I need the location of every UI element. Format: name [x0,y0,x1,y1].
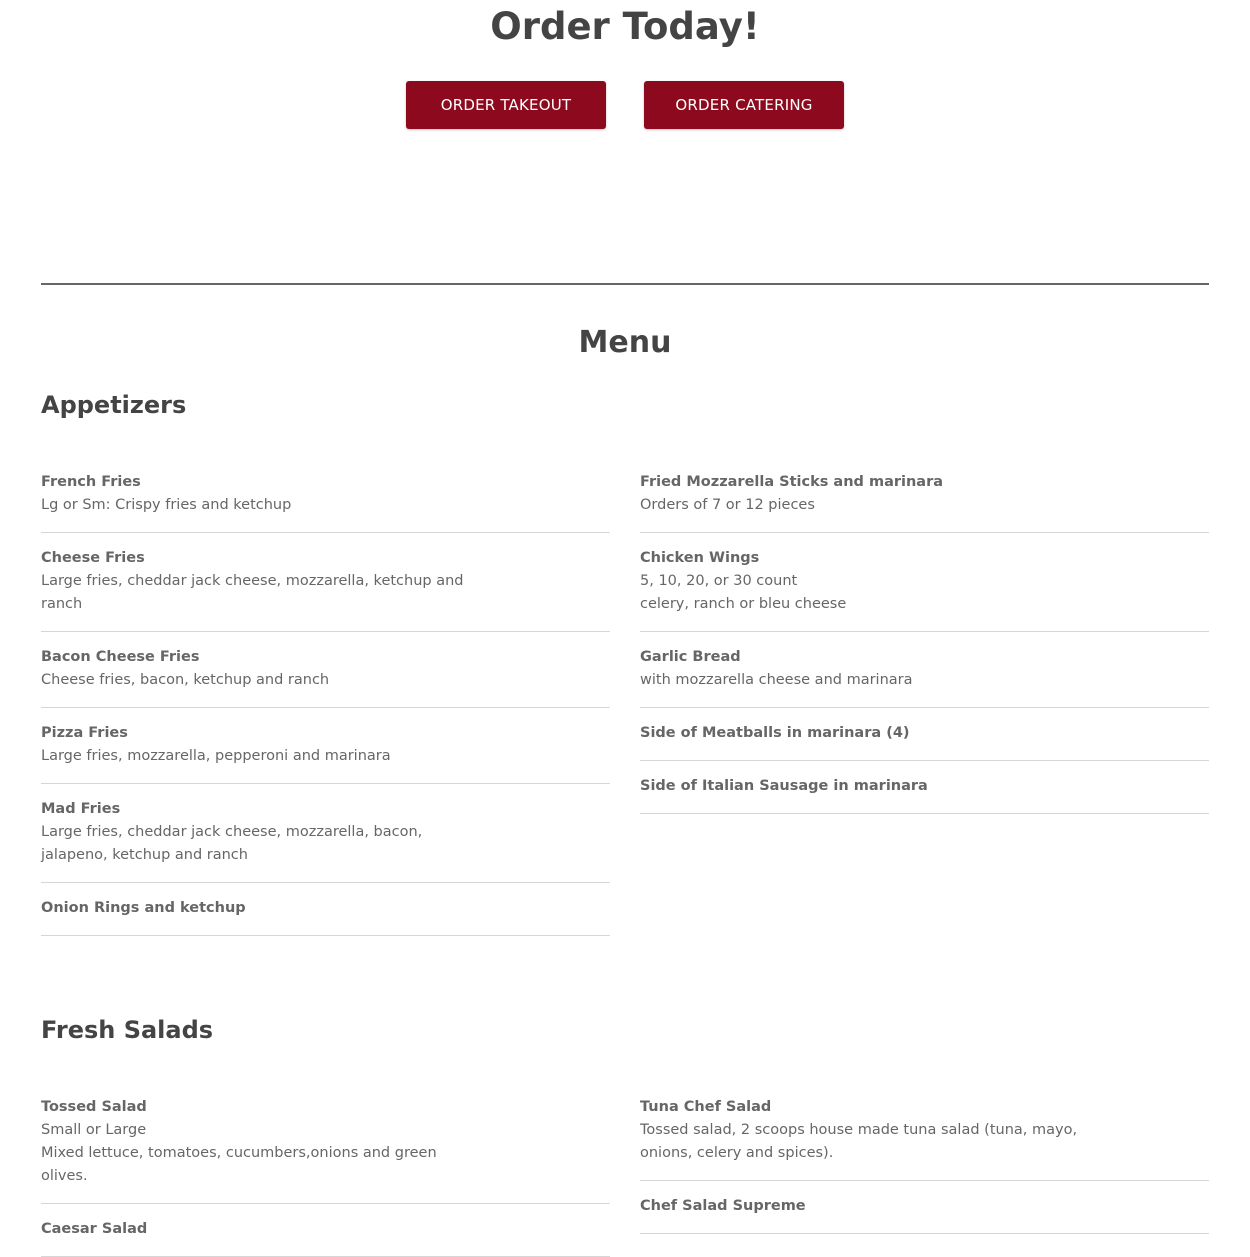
menu-item [640,761,1209,814]
menu-item-description: Large fries, cheddar jack cheese, mozzarella, ketchup and ranch [41,573,464,612]
menu-item-name: Garlic Bread [640,649,741,665]
menu-item [640,632,1209,708]
menu-item [41,784,610,883]
order-today-heading: Order Today! [490,5,760,48]
menu-item [41,1082,610,1204]
menu-item-name: Side of Meatballs in marinara (4) [640,725,910,741]
menu-heading: Menu [578,325,672,360]
menu-item-description: Large fries, cheddar jack cheese, mozzarella, bacon, jalapeno, ketchup and ranch [41,824,423,863]
menu-item-description: Lg or Sm: Crispy fries and ketchup [41,497,292,513]
menu-item-description: celery, ranch or bleu cheese [640,596,847,612]
menu-item [640,1181,1209,1234]
menu-item-description: Cheese fries, bacon, ketchup and ranch [41,672,330,688]
menu-item-description: with mozzarella cheese and marinara [640,672,913,688]
menu-item-name: French Fries [41,474,141,490]
menu-item [640,1082,1209,1181]
menu-item-name: Chef Salad Supreme [640,1198,806,1214]
menu-item [640,533,1209,632]
menu-item [41,533,610,632]
menu-item-description: 5, 10, 20, or 30 count [640,573,798,589]
menu-item-name: Side of Italian Sausage in marinara [640,778,928,794]
menu-item [640,708,1209,761]
appetizers-right-column [640,457,1209,814]
menu-item-name: Chicken Wings [640,550,760,566]
order-takeout-button[interactable]: ORDER TAKEOUT [406,81,606,129]
menu-item [41,708,610,784]
fresh-salads-heading: Fresh Salads [41,1016,214,1044]
menu-item [41,632,610,708]
menu-item-name: Caesar Salad [41,1221,148,1237]
appetizers-heading: Appetizers [41,391,187,419]
menu-item-description: Large fries, mozzarella, pepperoni and marinara [41,748,391,764]
section-divider [41,283,1209,285]
salads-right-column [640,1082,1209,1234]
menu-item-name: Bacon Cheese Fries [41,649,200,665]
menu-item-name: Pizza Fries [41,725,128,741]
order-catering-button[interactable]: ORDER CATERING [644,81,844,129]
menu-item-description: Orders of 7 or 12 pieces [640,497,815,513]
menu-item-name: Tossed Salad [41,1099,147,1115]
menu-item-description: Small or Large [41,1122,147,1138]
menu-item-description: Mixed lettuce, tomatoes, cucumbers,onions and green olives. [41,1145,437,1184]
menu-item-name: Mad Fries [41,801,121,817]
menu-item [41,1204,610,1257]
menu-item-name: Onion Rings and ketchup [41,900,246,916]
menu-item [41,457,610,533]
menu-item-description: Tossed salad, 2 scoops house made tuna salad (tuna, mayo, onions, celery and spices). [640,1122,1078,1161]
menu-item [640,457,1209,533]
menu-item [41,883,610,936]
menu-item-name: Fried Mozzarella Sticks and marinara [640,474,944,490]
order-buttons [0,81,1250,129]
salads-left-column [41,1082,610,1257]
appetizers-left-column [41,457,610,936]
menu-item-name: Cheese Fries [41,550,145,566]
menu-item-name: Tuna Chef Salad [640,1099,772,1115]
